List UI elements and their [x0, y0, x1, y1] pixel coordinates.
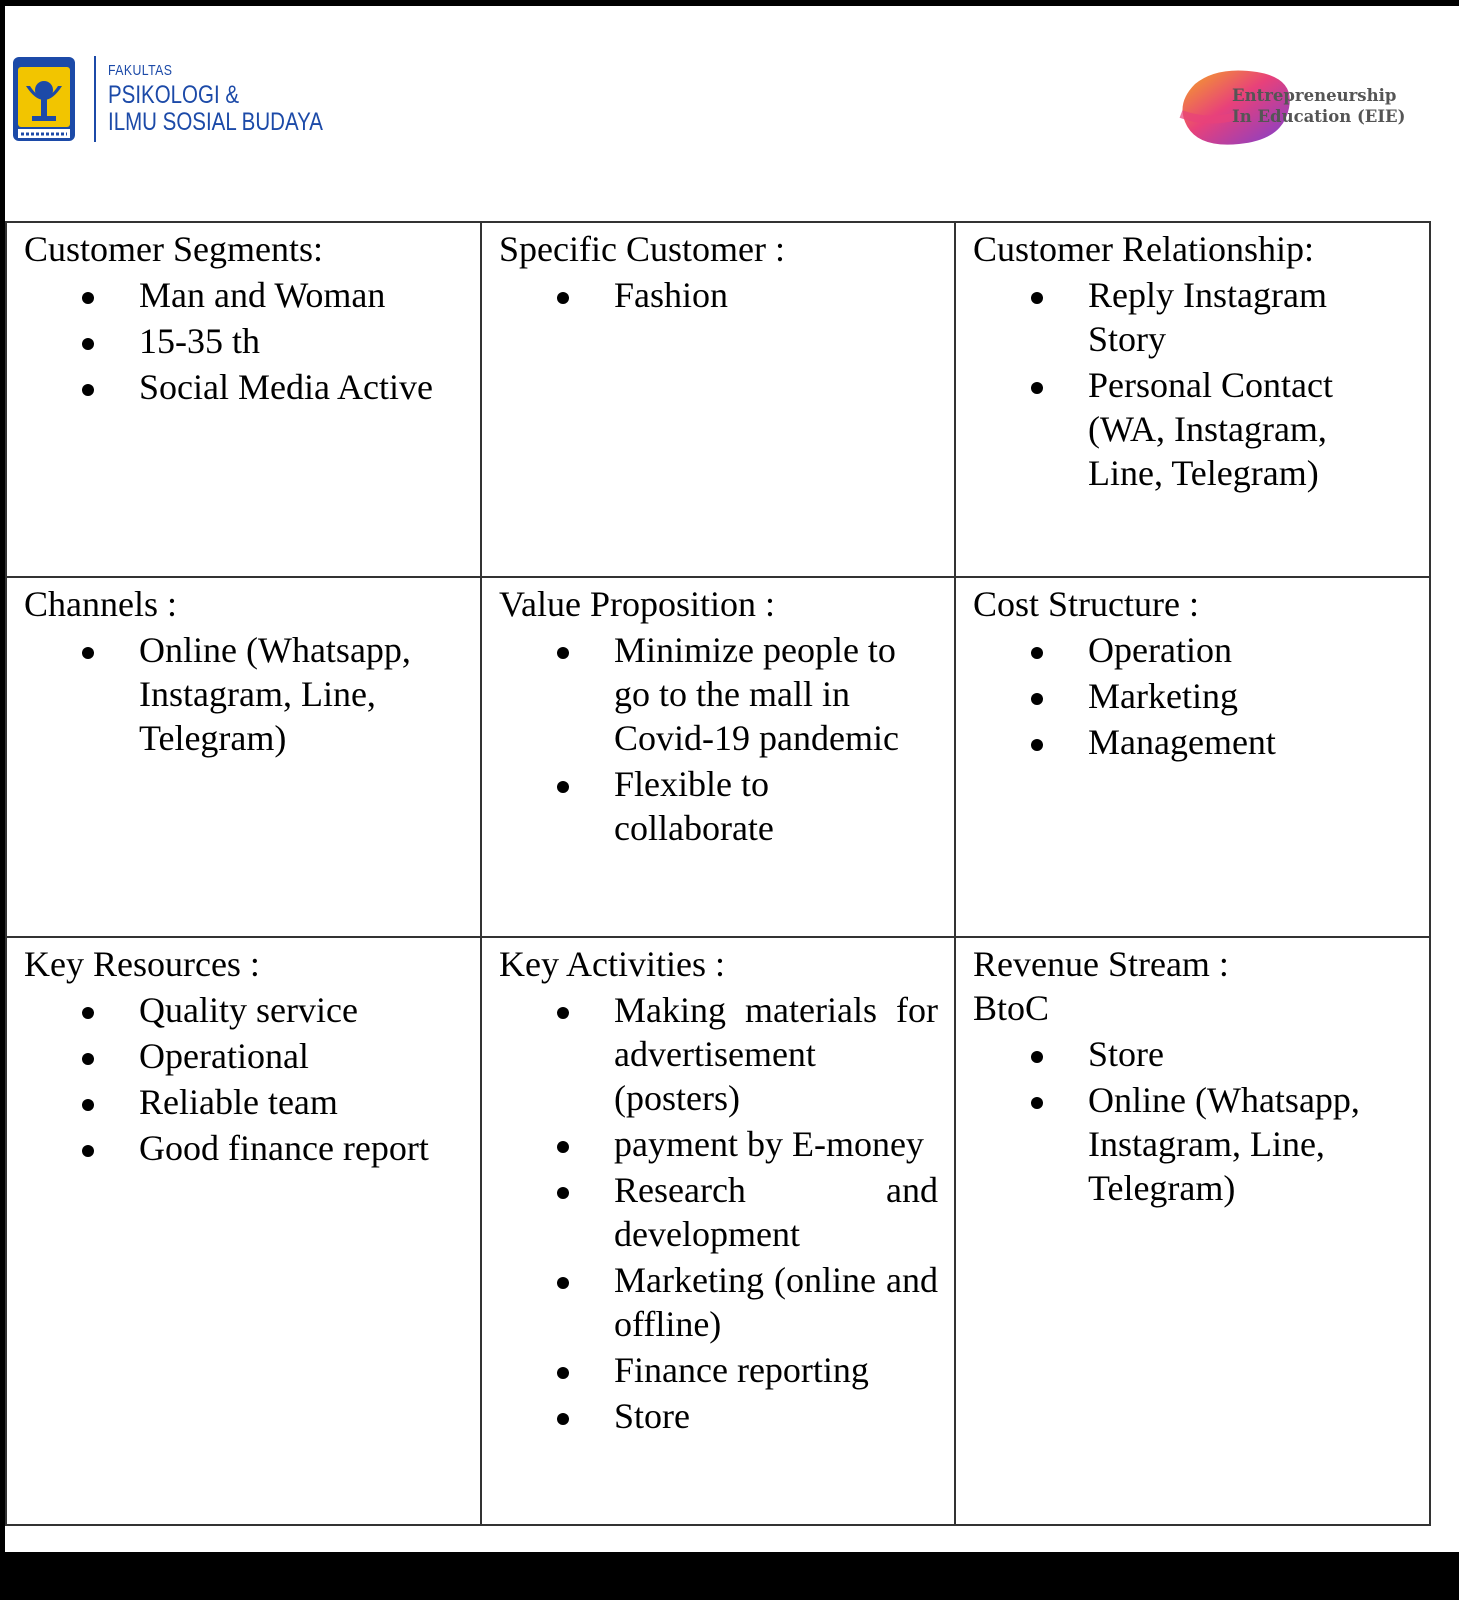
- customer-relationship-title: Customer Relationship:: [973, 229, 1314, 269]
- customer-segments-list: [24, 273, 464, 409]
- customer-segments-cell: [6, 222, 481, 577]
- key-resources-cell: [6, 937, 481, 1525]
- business-model-canvas: [5, 221, 1431, 1526]
- list-item: Research and development: [499, 1168, 938, 1256]
- revenue-stream-subtitle: BtoC: [973, 988, 1050, 1028]
- channels-cell: [6, 577, 481, 937]
- customer-relationship-list: [973, 273, 1413, 495]
- list-item: Online (Whatsapp, Instagram, Line, Telegram): [24, 628, 464, 760]
- revenue-stream-cell: [955, 937, 1430, 1525]
- cost-structure-cell: [955, 577, 1430, 937]
- list-item: Operational: [24, 1034, 464, 1078]
- list-item: Marketing: [973, 674, 1413, 718]
- faculty-logo: [12, 56, 370, 142]
- list-item: Marketing (online and offline): [499, 1258, 938, 1346]
- revenue-stream-title: Revenue Stream :: [973, 944, 1229, 984]
- bottom-bar: [0, 1552, 1459, 1600]
- list-item: payment by E-money: [499, 1122, 938, 1166]
- value-proposition-title: Value Proposition :: [499, 584, 775, 624]
- customer-relationship-cell: [955, 222, 1430, 577]
- specific-customer-list: [499, 273, 938, 317]
- faculty-line-1: PSIKOLOGI &: [108, 81, 240, 110]
- channels-title: Channels :: [24, 584, 177, 624]
- document-page: [5, 6, 1459, 1552]
- key-resources-title: Key Resources :: [24, 944, 260, 984]
- revenue-stream-list: [973, 1032, 1413, 1210]
- faculty-line-2: ILMU SOSIAL BUDAYA: [108, 107, 323, 136]
- customer-segments-title: Customer Segments:: [24, 229, 323, 269]
- list-item: 15-35 th: [24, 319, 464, 363]
- eie-logo-text: [1232, 86, 1405, 127]
- list-item: Store: [499, 1394, 938, 1438]
- document-header: [5, 6, 1459, 221]
- eie-line-1: Entrepreneurship: [1232, 86, 1397, 105]
- key-resources-list: [24, 988, 464, 1170]
- list-item: Man and Woman: [24, 273, 464, 317]
- cost-structure-list: [973, 628, 1413, 764]
- list-item: Quality service: [24, 988, 464, 1032]
- list-item: Management: [973, 720, 1413, 764]
- university-seal-icon: [12, 56, 76, 142]
- faculty-name: [108, 63, 323, 135]
- logo-divider: [94, 56, 96, 142]
- list-item: Social Media Active: [24, 365, 464, 409]
- list-item: Personal Contact (WA, Instagram, Line, Telegram): [973, 363, 1413, 495]
- eie-logo: [1177, 64, 1417, 154]
- list-item: Store: [973, 1032, 1413, 1076]
- list-item: Good finance report: [24, 1126, 464, 1170]
- cost-structure-title: Cost Structure :: [973, 584, 1199, 624]
- list-item: Operation: [973, 628, 1413, 672]
- list-item: Making materials for advertisement (posters): [499, 988, 938, 1120]
- eie-line-2: In Education (EIE): [1232, 106, 1406, 126]
- list-item: Finance reporting: [499, 1348, 938, 1392]
- list-item: Reply Instagram Story: [973, 273, 1413, 361]
- specific-customer-cell: [481, 222, 955, 577]
- list-item: Fashion: [499, 273, 938, 317]
- key-activities-list: [499, 988, 938, 1438]
- channels-list: [24, 628, 464, 760]
- key-activities-cell: [481, 937, 955, 1525]
- list-item: Flexible to collaborate: [499, 762, 938, 850]
- key-activities-title: Key Activities :: [499, 944, 725, 984]
- value-proposition-list: [499, 628, 938, 850]
- list-item: Reliable team: [24, 1080, 464, 1124]
- faculty-label: FAKULTAS: [108, 62, 173, 80]
- list-item: Minimize people to go to the mall in Covid-19 pandemic: [499, 628, 938, 760]
- list-item: Online (Whatsapp, Instagram, Line, Telegram): [973, 1078, 1413, 1210]
- specific-customer-title: Specific Customer :: [499, 229, 785, 269]
- value-proposition-cell: [481, 577, 955, 937]
